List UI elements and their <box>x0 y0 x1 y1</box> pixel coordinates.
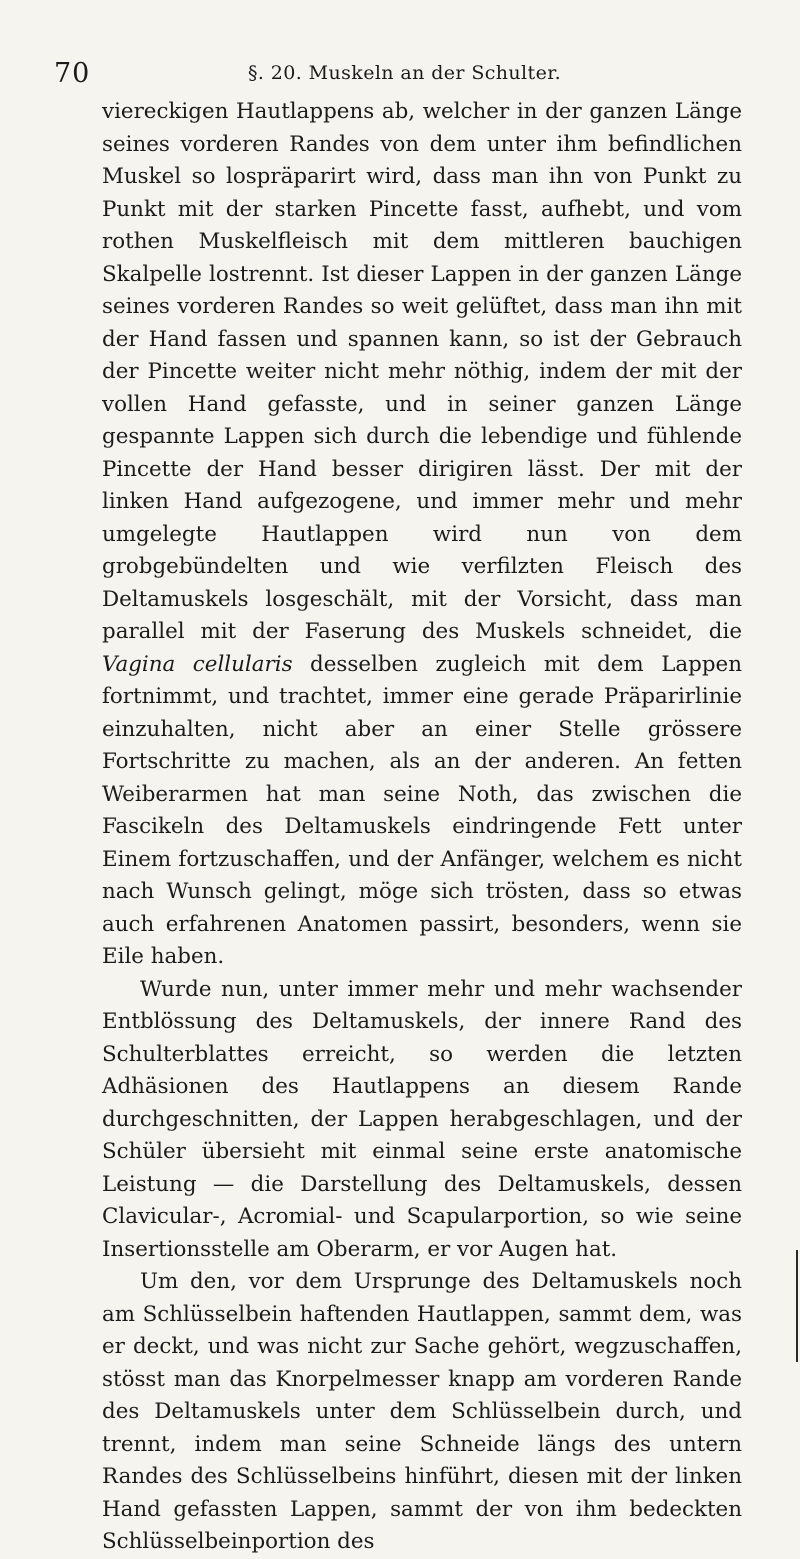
paragraph-1-text-a: viereckigen Hautlappens ab, welcher in der ganzen Länge seines vorderen Randes von dem unter ihm befindlichen Muskel so lospräparirt wird, dass man ihn von Punkt zu Punkt mit der starken Pincette fasst, aufhebt, und vom rothen Muskelfleisch mit dem mittleren bauchigen Skalpelle lostrennt. Ist dieser Lappen in der ganzen Länge seines vorderen Randes so weit gelüftet, dass man ihn mit der Hand fassen und spannen kann, so ist der Gebrauch der Pincette weiter nicht mehr nöthig, indem der mit der vollen Hand gefasste, und in seiner ganzen Länge gespannte Lappen sich durch die lebendige und fühlende Pincette der Hand besser dirigiren lässt. Der mit der linken Hand aufgezogene, und immer mehr und mehr umgelegte Hautlappen wird nun von dem grobgebündelten und wie verfilzten Fleisch des Deltamuskels losgeschält, mit der Vorsicht, dass man parallel mit der Faserung des Muskels schneidet, die <box>102 99 742 644</box>
paragraph-1 <box>102 96 742 974</box>
paragraph-1-text-b: desselben zugleich mit dem Lappen fortnimmt, und trachtet, immer eine gerade Präparirlinie einzuhalten, nicht aber an einer Stelle grössere Fortschritte zu machen, als an der anderen. An fetten Weiberarmen hat man seine Noth, das zwischen die Fascikeln des Deltamuskels eindringende Fett unter Einem fortzuschaffen, und der Anfänger, welchem es nicht nach Wunsch gelingt, möge sich trösten, dass so etwas auch erfahrenen Anatomen passirt, besonders, wenn sie Eile haben. <box>102 651 742 969</box>
running-title: §. 20. Muskeln an der Schulter. <box>248 62 562 84</box>
paragraph-2: Wurde nun, unter immer mehr und mehr wachsender Entblössung des Deltamuskels, der innere Rand des Schulterblattes erreicht, so werden die letzten Adhäsionen des Hautlappens an diesem Rande durchgeschnitten, der Lappen herabgeschlagen, und der Schüler übersieht mit einmal seine erste anatomische Leistung — die Darstellung des Deltamuskels, dessen Clavicular-, Acromial- und Scapularportion, so wie seine Insertionsstelle am Oberarm, er vor Augen hat. <box>102 976 742 1262</box>
page-edge-line <box>796 1250 798 1362</box>
emphasis-vagina-cellularis: Vagina cellularis <box>102 651 293 677</box>
body-text <box>102 96 742 1559</box>
page-number: 70 <box>54 58 91 89</box>
paragraph-3: Um den, vor dem Ursprunge des Deltamuskels noch am Schlüsselbein haftenden Hautlappen, sammt dem, was er deckt, und was nicht zur Sache gehört, wegzuschaffen, stösst man das Knorpelmesser knapp am vorderen Rande des Deltamuskels unter dem Schlüsselbein durch, und trennt, indem man seine Schneide längs des untern Randes des Schlüsselbeins hinführt, diesen mit der linken Hand gefassten Lappen, sammt der von ihm bedeckten Schlüsselbeinportion des <box>102 1269 742 1554</box>
page-header <box>54 52 742 96</box>
